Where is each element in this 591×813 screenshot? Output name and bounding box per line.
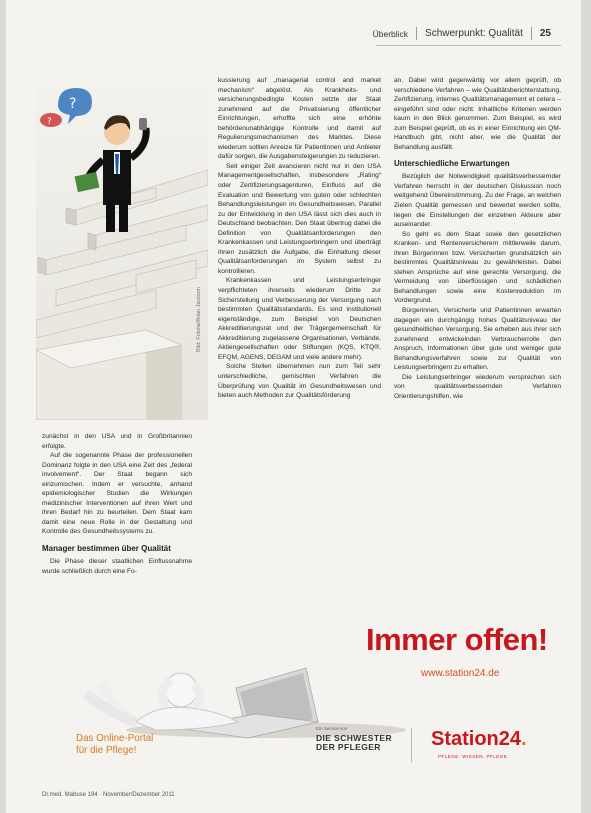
paragraph: kussierung auf „managerial control and market mechanism“ abgelöst. Als Krankheits- und versicherungsbedingte Kosten setzte der Staat zunehmend auf die Privatisierung öffentlicher Einrichtungen, erhoffte sich eine erhöhte behördenunabhängige Kontrolle und damit auf Regulierungsmechanismen des Marktes. Diese wiederum sollten Anreize für Patientinnen und Anbieter dafür sorgen, die Ausgabensteigerungen zu reduzieren. bbox=[218, 77, 381, 161]
paragraph: Die Phase dieser staatlichen Einflussnahme wurde schließlich durch eine Fo- bbox=[42, 558, 192, 575]
magazine-logo bbox=[316, 734, 392, 751]
brand-tagline: PFLEGE. WISSEN. PFLEGE. bbox=[438, 754, 510, 759]
paragraph: Auf die sogenannte Phase der professionellen Dominanz folgte in den USA eine Zeit des „federal involvement“. Der Staat begann sich einzumischen. Indem er versuchte, anhand epidemiologischer Studien die Wirkungen medizinischer Interventionen auf ihren Wert und ihren Bedarf hin zu beurteilen. Dem Staat kam damit eine neue Rolle in der Gestaltung und Kontrolle des Gesundheitssystems zu. bbox=[42, 452, 192, 536]
header-divider bbox=[531, 27, 532, 40]
paragraph: Bezüglich der Notwendigkeit qualitätsverbessernder Verfahren herrscht in der deutschen Diskussion noch weitgehend Übereinstimmung. Zu der Frage, an welchen Zielen Qualität gemessen und bewertet werden sollte, liegen die Einstellungen der einzelnen Akteure aber auseinander. bbox=[394, 173, 561, 229]
brand-name: Station24 bbox=[431, 728, 522, 750]
ad-headline: Immer offen! bbox=[366, 622, 548, 657]
paragraph: Bürgerinnen, Versicherte und Patientinnen erwarten dagegen ein durchgängig hohes Qualitätsniveau der gesundheitlichen Versorgung. Sie erheben aus ihrer sich zunehmend entwickelnden Verbraucherrolle den Anspruch, Informationen über gute und weniger gute Behandlungsverfahren sowie zur Qualität von Leistungserbringern zu erhalten. bbox=[394, 307, 561, 372]
portal-line: Das Online-Portal bbox=[76, 733, 154, 744]
portal-line: für die Pflege! bbox=[76, 745, 137, 756]
magazine-line: DER PFLEGER bbox=[316, 741, 381, 752]
subheading: Unterschiedliche Erwartungen bbox=[394, 159, 510, 169]
magazine-page bbox=[6, 0, 581, 813]
paragraph: zunächst in den USA und in Großbritannien erfolgte. bbox=[42, 433, 192, 450]
image-credit: Bild: Fotolia/Brian Jackson bbox=[196, 287, 202, 352]
header-title: Schwerpunkt: Qualität bbox=[425, 28, 523, 39]
paragraph: an. Dabei wird gegenwärtig vor allem geprüft, ob verschiedene Verfahren – wie Qualitätsberichterstattung, Zertifizierung, internes Qualitätsmanagement et cetera – eingeführt sind oder nicht. Inhaltliche Kriterien werden kaum in den Blick genommen. Zum Beispiel, es wird zum Beispiel geprüft, ob es in einer Einrichtung ein QM-Handbuch gibt, nicht aber, wie die Qualität der Behandlung ausfällt. bbox=[394, 77, 561, 151]
ad-url-link[interactable]: www.station24.de bbox=[421, 668, 500, 679]
station24-logo[interactable] bbox=[431, 728, 527, 751]
service-note: Ein Service von bbox=[316, 726, 348, 731]
ad-divider bbox=[411, 728, 412, 762]
header-rule bbox=[376, 45, 561, 46]
subheading: Manager bestimmen über Qualität bbox=[42, 544, 171, 554]
paragraph: Seit einiger Zeit avancieren nicht nur in den USA Managementgesellschaften, insbesondere „Rating“ oder Zertifizierungsagenturen, Einfluss auf die Evaluation und Bewertung von guten oder schlechten Behandlungsleistungen im Gesundheitswesen. Parallel zu der Entwicklung in den USA lässt sich dies auch in Deutschland beobachten. Den Staat übertrug dabei die Definition von Qualitätsanforderungen den Krankenkassen und Leistungserbringern und überträgt ihnen zusätzlich die Aufgabe, die Einhaltung dieser Qualitätsanforderungen im System selbst zu kontrollieren. bbox=[218, 162, 381, 275]
article-column-1 bbox=[42, 432, 192, 592]
brand-dot: . bbox=[521, 728, 527, 750]
paragraph: Krankenkassen und Leistungserbringer verpflichteten ihrerseits wiederum Dritte zur Sicherstellung und Verbesserung der Versorgung nach bestimmten Qualitätsstandards. Es sind institutionell eigenständige, zum Beispiel von Deutschen Akkreditierungsrat und der Trägergemeinschaft für Akkreditierung zugelassene Organisationen, Verbände, Aktiengesellschaften oder Stiftungen (KQS, KTQ®, EFQM, AGENS, DEGAM und viele andere mehr). bbox=[218, 277, 381, 361]
article-column-3 bbox=[394, 76, 561, 596]
page-number: 25 bbox=[539, 28, 551, 39]
page-footer: Dr.med. Mabuse 194 · November/Dezember 2011 bbox=[42, 792, 175, 798]
maze-illustration bbox=[36, 50, 208, 420]
svg-text:?: ? bbox=[47, 117, 52, 127]
maze-drawing bbox=[36, 50, 208, 420]
page-header bbox=[373, 27, 551, 40]
magazine-line: DIE SCHWESTER bbox=[316, 733, 393, 743]
station24-advertisement[interactable] bbox=[6, 610, 581, 780]
ad-portal-text bbox=[76, 733, 153, 757]
svg-text:?: ? bbox=[69, 96, 77, 112]
paragraph: Die Leistungserbringer wiederum versprechen sich von qualitätsverbessernden Verfahren Orientierungshilfen, wie bbox=[394, 373, 561, 400]
header-divider bbox=[416, 27, 417, 40]
paragraph: So geht es dem Staat sowie den gesetzlichen Kranken- und Rentenversicherern mittlerweile darum, ihren Bürgerinnen bzw. Versicherten grundsätzlich ein bestimmtes Qualitätsniveau zu gewährleisten. Dabei stehen Ansprüche auf eine gerechte Versorgung, die Vermeidung von überflüssigen und schädlichen Behandlungen sowie eine Kostenreduktion im Vordergrund. bbox=[394, 230, 561, 305]
paragraph: Solche Stellen übernehmen nun zum Teil sehr unterschiedliche, gemischten Verfahren die Überprüfung von Qualität im Gesundheitswesen und bieten auch Methoden zur Qualitätsförderung bbox=[218, 363, 381, 400]
header-section: Überblick bbox=[372, 28, 409, 39]
article-column-2 bbox=[218, 76, 381, 596]
